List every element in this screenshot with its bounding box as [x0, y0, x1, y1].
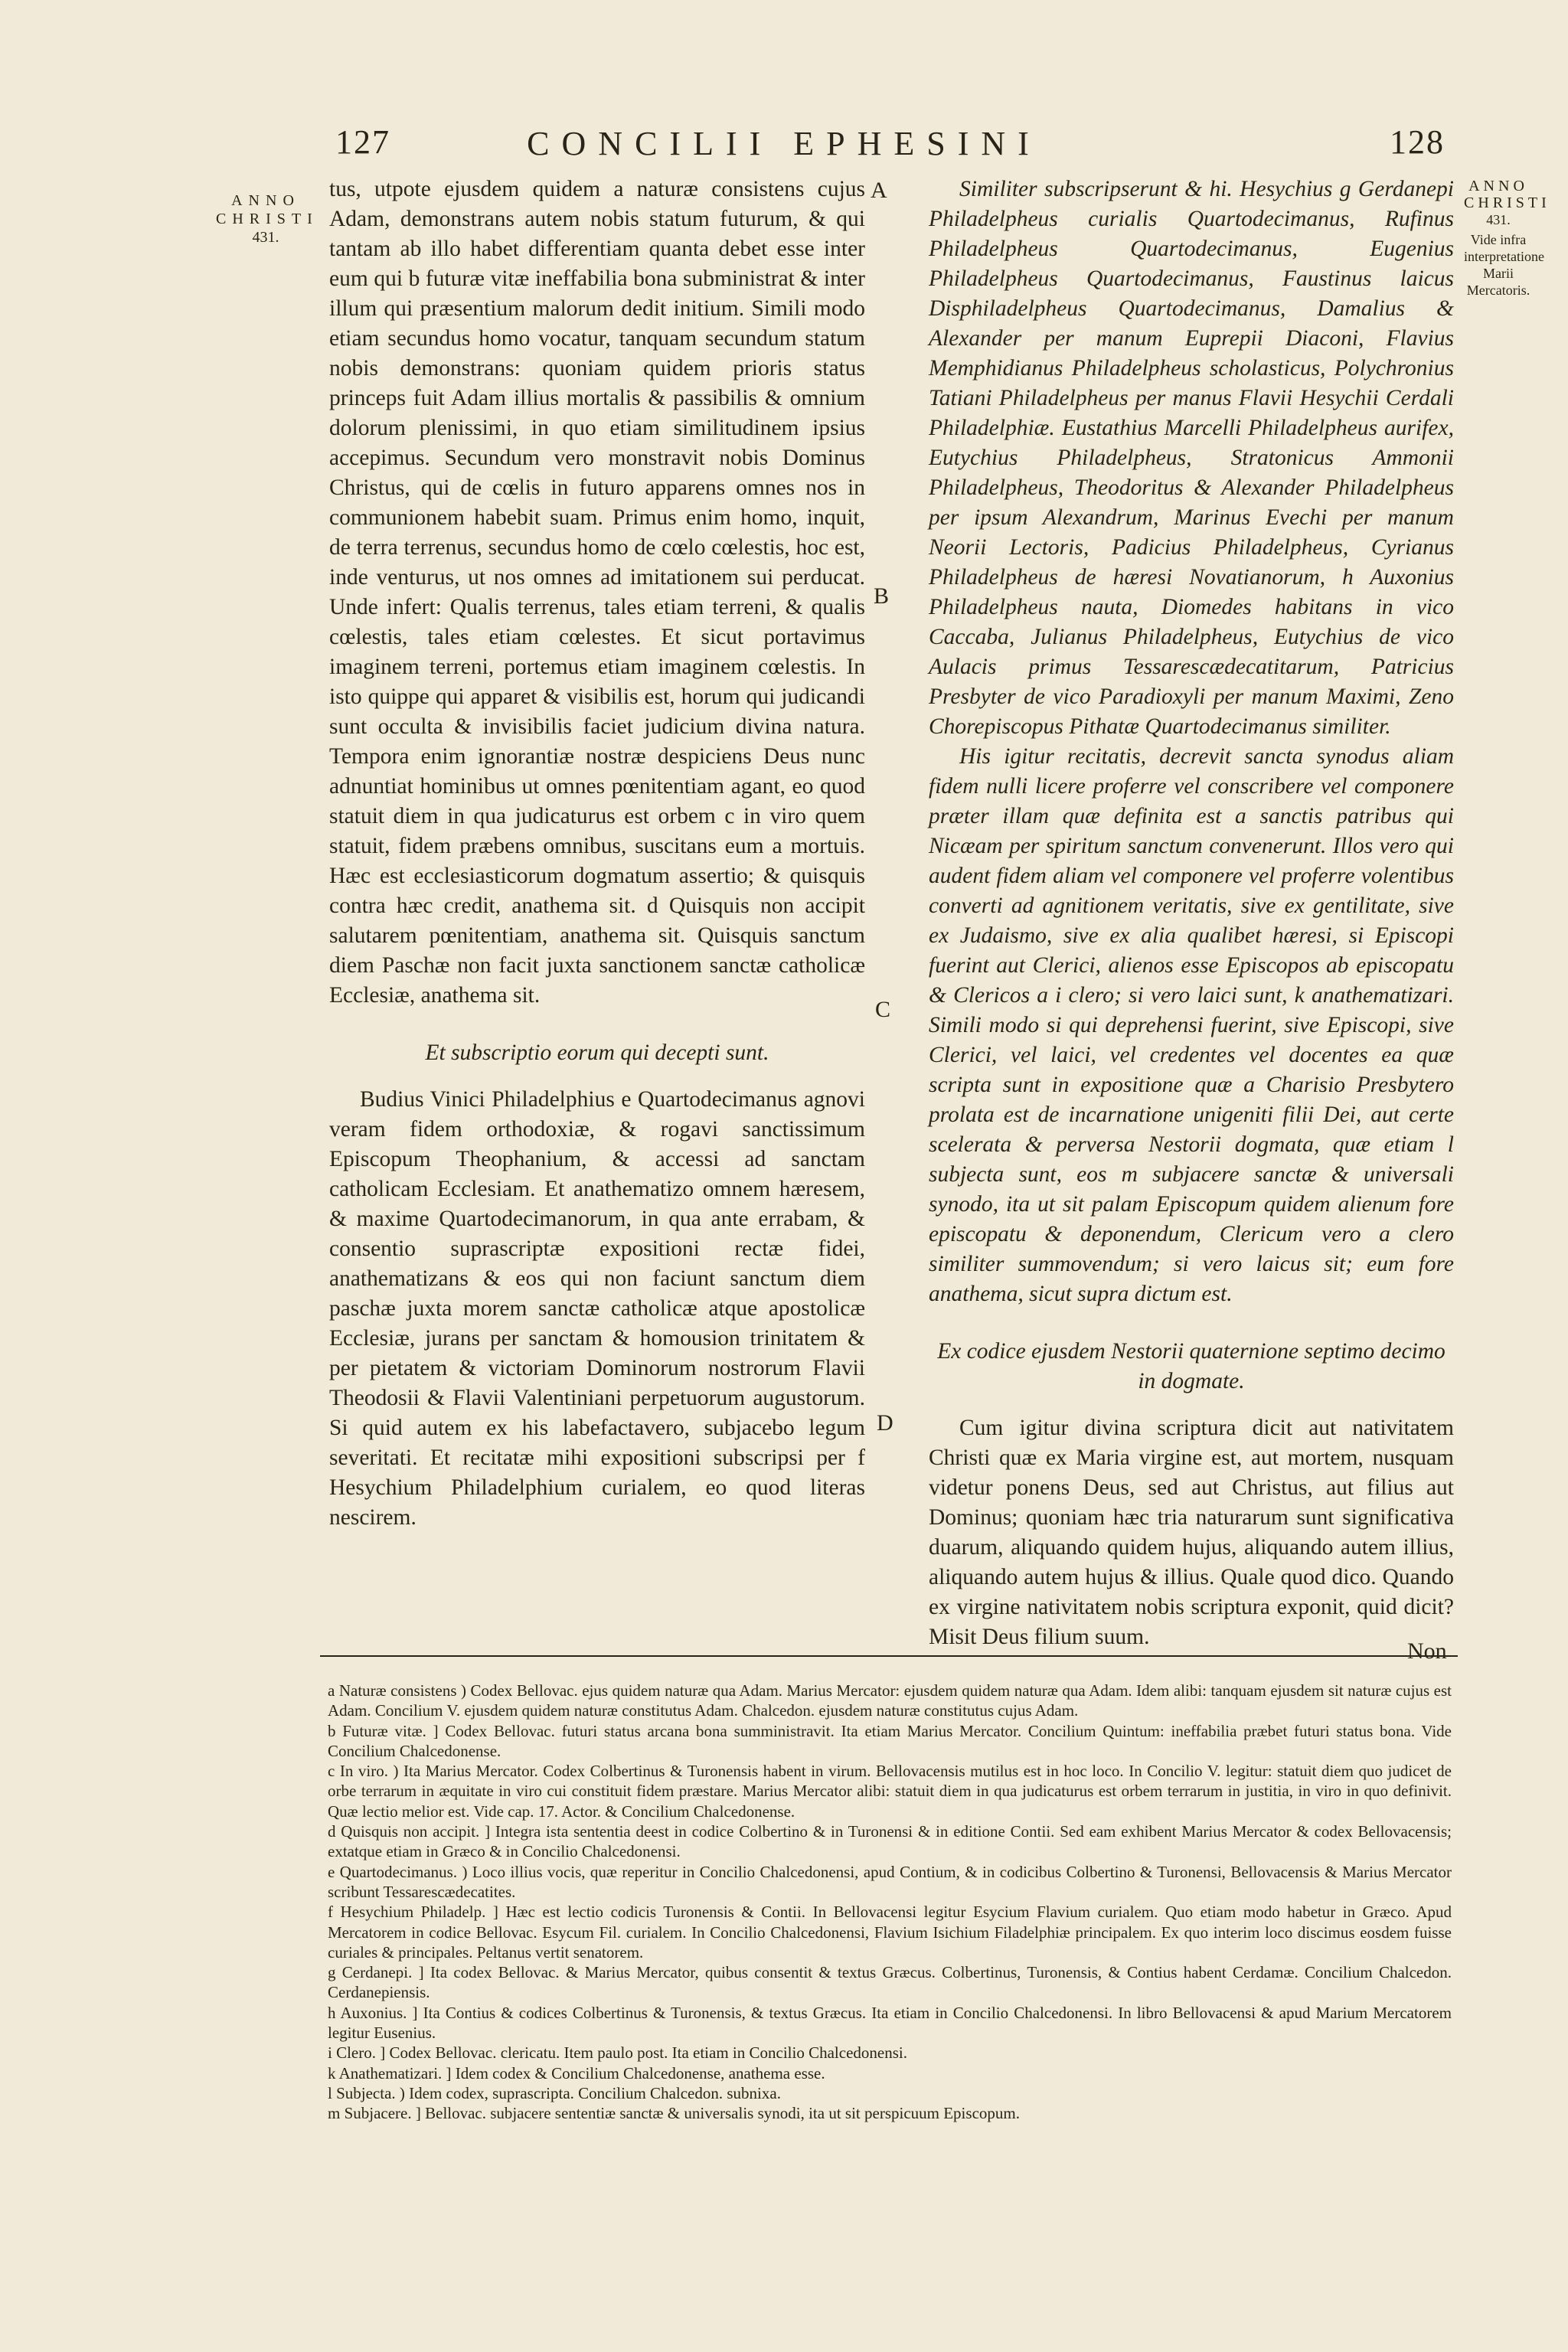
footnotes [328, 1681, 1452, 2124]
footnote-e: e Quartodecimanus. ) Loco illius vocis, quæ reperitur in Concilio Chalcedonensi, apud Contium, & in codicibus Colbertino & Turonensi, Bellovacensis & Marius Mercator scribunt Tessarescædecatites. [328, 1862, 1452, 1901]
footnote-f: f Hesychium Philadelp. ] Hæc est lectio codicis Turonensis & Contii. In Bellovacensi legitur Esycium Flavium curialem. Quo etiam modo habetur in Græco. Apud Mercatorem in codice Bellovac. Esycum Fil. curialem. In Concilio Chalcedonensi, Flavium Isichium Filadelphiæ principalem. Ex quo interim loco discimus eosdem fuisse curiales & principales. Peltanus vertit senatorem. [328, 1903, 1452, 1962]
left-column [329, 175, 865, 1533]
footnote-d: d Quisquis non accipit. ] Integra ista sententia deest in codice Colbertino & in Turonensi & in editione Contii. Sed eam exhibent Marius Mercator & codex Bellovacensis; extatque etiam in Græco & in Concilio Chalcedonensi. [328, 1822, 1452, 1861]
page-number-left: 127 [335, 123, 390, 161]
footnote-divider [320, 1655, 1458, 1657]
left-paragraph-2: Budius Vinici Philadelphius e Quartodecimanus agnovi veram fidem orthodoxiæ, & rogavi sanctissimum Episcopum Theophanium, & accessi ad sanctam catholicam Ecclesiam. Et anathematizo omnem hæresem, & maxime Quartodecimanorum, in qua ante errabam, & consentio suprascriptæ expositioni rectæ fidei, anathematizans & eos qui non faciunt sanctum diem paschæ juxta morem sanctæ catholicæ atque apostolicæ Ecclesiæ, jurans per sanctam & homousion trinitatem & per pietatem & victoriam Dominorum nostrorum Flavii Theodosii & Flavii Valentiniani perpetuorum augustorum. Si quid autem ex his labefactavero, subjacebo legum severitati. Et recitatæ mihi expositioni subscripsi per f Hesychium Philadelphium curialem, eo quod literas nescirem. [329, 1087, 865, 1530]
footnote-i: i Clero. ] Codex Bellovac. clericatu. Item paulo post. Ita etiam in Concilio Chalcedonensi. [328, 2043, 907, 2063]
margin-year: 431. [252, 229, 279, 246]
margin-christi-right: CHRISTI [1464, 194, 1550, 211]
footnote-m: m Subjacere. ] Bellovac. subjacere sententiæ sanctæ & universalis synodi, ita ut sit perspicuum Episcopum. [328, 2104, 1020, 2123]
right-column [929, 175, 1454, 1652]
margin-note-right [1464, 178, 1550, 299]
footnote-a: a Naturæ consistens ) Codex Bellovac. ejus quidem naturæ qua Adam. Marius Mercator: ejusdem quidem naturæ qua Adam. Idem alibi: tanquam ejusdem sit naturæ cujus est Adam. Concilium V. ejusdem quidem naturæ constitutus Adam. Chalcedon. ejusdem naturæ constitutus cujus Adam. [328, 1681, 1452, 1720]
right-paragraph-1: Similiter subscripserunt & hi. Hesychius g Gerdanepi Philadelpheus curialis Quartodecimanus, Rufinus Philadelpheus Quartodecimanus, Eugenius Philadelpheus Quartodecimanus, Faustinus laicus Disphiladelpheus Quartodecimanus, Damalius & Alexander per manum Euprepii Diaconi, Flavius Memphidianus Philadelpheus scholasticus, Polychronius Tatiani Philadelpheus per manus Flavii Hesychii Cerdali Philadelphiæ. Eustathius Marcelli Philadelpheus aurifex, Eutychius Philadelpheus, Stratonicus Ammonii Philadelpheus, Theodoritus & Alexander Philadelpheus per ipsum Alexandrum, Marinus Evechi per manum Neorii Lectoris, Padicius Philadelpheus, Cyrianus Philadelpheus de hæresi Novatianorum, h Auxonius Philadelpheus nauta, Diomedes habitans in vico Caccaba, Julianus Philadelpheus, Eutychius de vico Aulacis primus Tessarescædecatitarum, Patricius Presbyter de vico Paradioxyli per manum Maximi, Zeno Chorepiscopus Pithatæ Quartodecimanus similiter. [929, 177, 1454, 739]
footnote-k: k Anathematizari. ] Idem codex & Concilium Chalcedonense, anathema esse. [328, 2063, 825, 2082]
margin-anno-right: ANNO [1468, 178, 1528, 194]
margin-cross-reference: Vide infra interpretatione Marii Mercatoris. [1464, 232, 1544, 298]
margin-christi: CHRISTI [216, 211, 318, 227]
section-letter-d: D [877, 1410, 893, 1436]
running-title: CONCILII EPHESINI [527, 125, 1041, 162]
right-paragraph-3: Cum igitur divina scriptura dicit aut nativitatem Christi quæ ex Maria virgine est, aut mortem, nusquam videtur ponens Deus, sed aut Christus, aut filius aut Dominus; quoniam hæc tria naturarum sunt significativa duarum, aliquando quidem hujus, aliquando autem illius, aliquando autem hujus & illius. Quale quod dico. Quando ex virgine nativitatem nobis scriptura exponit, quid dicit? Misit Deus filium suum. [929, 1416, 1454, 1649]
left-paragraph-1: tus, utpote ejusdem quidem a naturæ consistens cujus Adam, demonstrans autem nobis statum futurum, & qui tantam ab illo habet differentiam quanta debet esse inter eum qui b futuræ vitæ ineffabilia bona subministrat & inter illum qui præsentium malorum dedit initium. Simili modo etiam secundus homo vocatur, tanquam secundum statum nobis demonstrans: quoniam quidem prioris status princeps fuit Adam illius mortalis & passibilis & omnium dolorum plenissimi, in quo etiam similitudinem ipsius accepimus. Secundum vero monstravit nobis Dominus Christus, qui de cœlis in futuro apparens omnes nos in communionem habebit suam. Primus enim homo, inquit, de terra terrenus, secundus homo de cœlo cœlestis, hoc est, inde venturus, ut nos omnes ad imitationem sui perducat. Unde infert: Qualis terrenus, tales etiam terreni, & qualis cœlestis, tales etiam cœlestes. Et sicut portavimus imaginem terreni, portemus etiam imaginem cœlestis. In isto quippe qui apparet & visibilis est, horum qui judicandi sunt occulta & invisibilis faciet judicium divina natura. Tempora enim ignorantiæ nostræ despiciens Deus nunc adnuntiat hominibus ut omnes pœnitentiam agant, eo quod statuit diem in qua judicaturus est orbem c in viro quem statuit, fidem præbens omnibus, suscitans eum a mortuis. Hæc est ecclesiasticorum dogmatum assertio; & quisquis contra hæc credit, anathema sit. d Quisquis non accipit salutarem pœnitentiam, anathema sit. Quisquis sanctum diem Paschæ non facit juxta sanctionem sanctæ catholicæ Ecclesiæ, anathema sit. [329, 177, 865, 1008]
catchword: Non [1407, 1638, 1447, 1664]
right-paragraph-2: His igitur recitatis, decrevit sancta synodus aliam fidem nulli licere proferre vel conscribere vel componere præter illam quæ definita est a sanctis patribus qui Nicæam per spiritum sanctum convenerunt. Illos vero qui audent fidem aliam vel componere vel proferre volentibus converti ad agnitionem veritatis, sive ex gentilitate, sive ex Judaismo, sive ex alia qualibet hæresi, si Episcopi fuerint aut Clerici, alienos esse Episcopos ab episcopatu & Clericos a i clero; si vero laici sunt, k anathematizari. Simili modo si qui deprehensi fuerint, sive Episcopi, sive Clerici, vel laici, vel credentes vel docentes ea quæ scripta sunt in expositione quæ a Charisio Presbytero prolata est de incarnatione unigeniti filii Dei, aut certe scelerata & perversa Nestorii dogmata, quæ etiam l subjecta sunt, eos m subjacere sanctæ & universali synodo, ita ut sit palam Episcopum quidem alienum fore episcopatu & deponendum, Clericum vero a clero similiter summovendum; si vero laicus sit; eum fore anathema, sicut supra dictum est. [929, 744, 1454, 1306]
section-letter-a: A [871, 178, 887, 203]
footnote-c: c In viro. ) Ita Marius Mercator. Codex Colbertinus & Turonensis habent in virum. Bellovacensis mutilus est in hoc loco. In Concilio V. legitur: statuit diem quo judicet de orbe terrarum in æquitate in viro cui constituit fidem præstare. Marius Mercator alibi: statuit diem in qua judicaturus est orbem terrarum in justitia, in viro in quo definivit. Quæ lectio melior est. Vide cap. 17. Actor. & Concilium Chalcedonense. [328, 1762, 1452, 1821]
footnote-h: h Auxonius. ] Ita Contius & codices Colbertinus & Turonensis, & textus Græcus. Ita etiam in Concilio Chalcedonensi. In libro Bellovacensi & apud Marium Mercatorem legitur Eusenius. [328, 2003, 1452, 2043]
footnote-g: g Cerdanepi. ] Ita codex Bellovac. & Marius Mercator, quibus consentit & textus Græcus. Colbertinus, Turonensis, & Contius habent Cerdamæ. Concilium Chalcedon. Cerdanepiensis. [328, 1963, 1452, 2002]
footnote-l: l Subjecta. ) Idem codex, suprascripta. Concilium Chalcedon. subnixa. [328, 2083, 781, 2102]
section-letter-c: C [875, 997, 891, 1022]
right-section-heading: Ex codice ejusdem Nestorii quaternione septimo decimo in dogmate. [937, 1339, 1446, 1393]
page-number-right: 128 [1390, 123, 1445, 161]
margin-note-left [216, 191, 318, 247]
left-section-heading: Et subscriptio eorum qui decepti sunt. [425, 1040, 769, 1065]
margin-anno: ANNO [231, 192, 300, 209]
footnote-b: b Futuræ vitæ. ] Codex Bellovac. futuri status arcana bona sumministravit. Ita etiam Marius Mercator. Concilium Quintum: ineffabilia præbet futuri status bona. Vide Concilium Chalcedonense. [328, 1721, 1452, 1760]
margin-year-right: 431. [1486, 212, 1511, 227]
section-letter-b: B [874, 583, 890, 609]
